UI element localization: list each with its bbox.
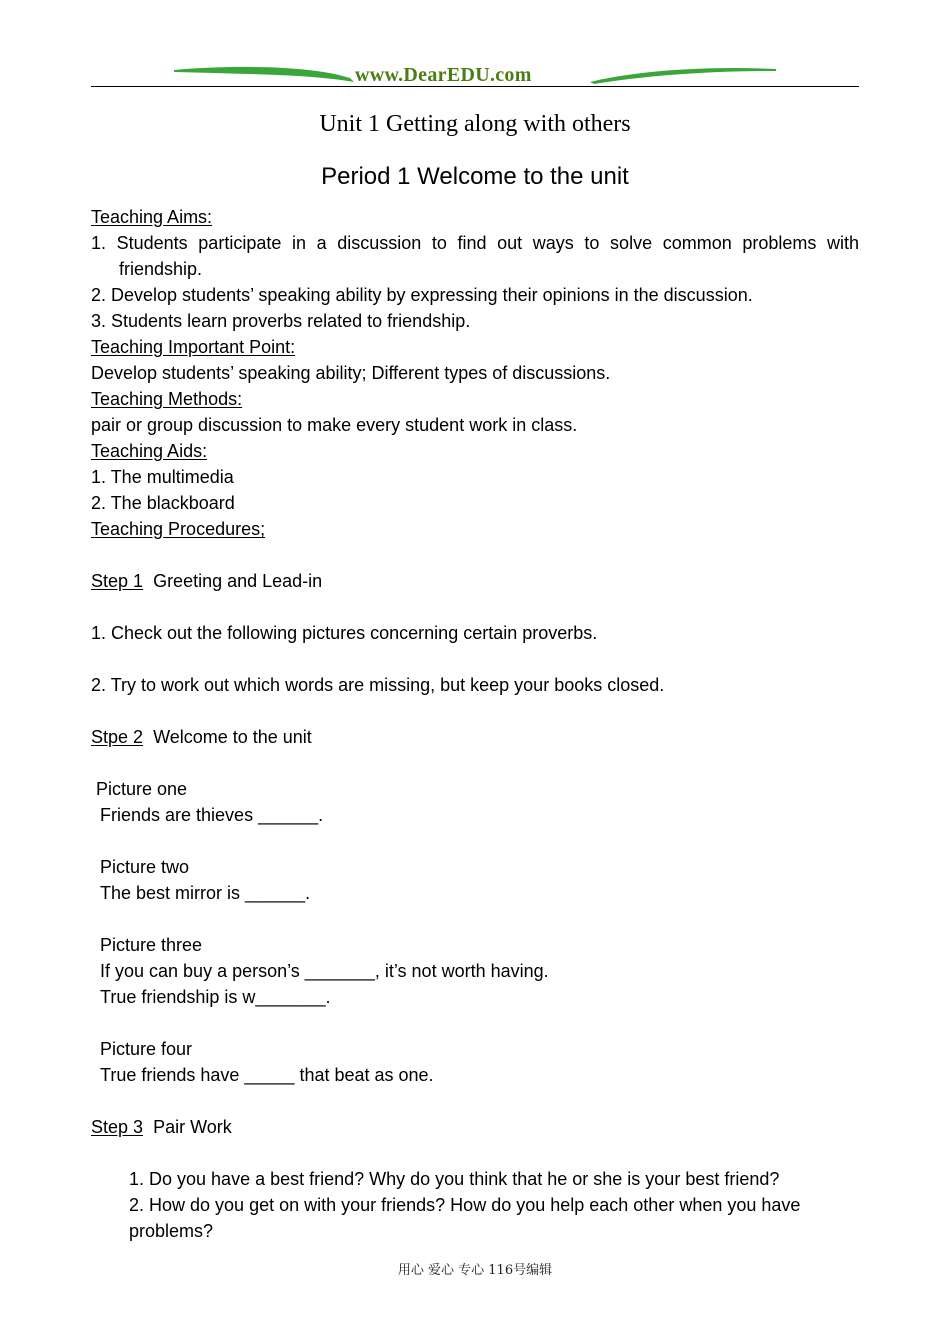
step3-question-1: 1. Do you have a best friend? Why do you think that he or she is your best friend?: [129, 1169, 780, 1189]
picture-four-text: True friends have _____ that beat as one.: [100, 1065, 434, 1085]
picture-three-text-1: If you can buy a person’s _______, it’s not worth having.: [100, 961, 549, 981]
picture-one-title: Picture one: [96, 779, 188, 799]
step1-title: Greeting and Lead-in: [153, 571, 323, 591]
step2-title: Welcome to the unit: [153, 727, 312, 747]
left-swoosh: [174, 67, 354, 82]
picture-four-title: Picture four: [100, 1039, 193, 1059]
step3-question-2-cont: problems?: [129, 1221, 214, 1241]
step1-item-1: 1. Check out the following pictures concerning certain proverbs.: [91, 623, 598, 643]
methods-text: pair or group discussion to make every student work in class.: [91, 415, 578, 435]
aims-item-1-cont: friendship.: [119, 259, 203, 279]
step1-heading: [91, 568, 322, 594]
step1-label: Step 1: [91, 571, 144, 591]
aims-item-2: 2. Develop students’ speaking ability by expressing their opinions in the discussion.: [91, 285, 753, 305]
procedures-heading: Teaching Procedures;: [91, 519, 266, 539]
step1-item-2: 2. Try to work out which words are missing, but keep your books closed.: [91, 675, 665, 695]
important-text: Develop students’ speaking ability; Different types of discussions.: [91, 363, 611, 383]
step3-title: Pair Work: [153, 1117, 232, 1137]
step3-heading: [91, 1114, 232, 1140]
aids-item-1: 1. The multimedia: [91, 467, 234, 487]
methods-heading: Teaching Methods:: [91, 389, 243, 409]
step2-label: Stpe 2: [91, 727, 144, 747]
header-rule: [91, 86, 859, 87]
important-heading: Teaching Important Point:: [91, 337, 296, 357]
page-footer: 用心 爱心 专心 116号编辑: [397, 1263, 553, 1278]
aids-item-2: 2. The blackboard: [91, 493, 235, 513]
aims-item-3: 3. Students learn proverbs related to friendship.: [91, 311, 471, 331]
aids-heading: Teaching Aids:: [91, 441, 208, 461]
unit-title: Unit 1 Getting along with others: [319, 111, 631, 137]
picture-two-text: The best mirror is ______.: [100, 883, 311, 903]
picture-three-text-2: True friendship is w_______.: [100, 987, 331, 1007]
step2-heading: [91, 724, 312, 750]
right-swoosh: [590, 68, 776, 84]
site-url[interactable]: www.DearEDU.com: [355, 64, 532, 86]
step3-label: Step 3: [91, 1117, 144, 1137]
picture-three-title: Picture three: [100, 935, 203, 955]
period-title: Period 1 Welcome to the unit: [321, 163, 629, 190]
picture-two-title: Picture two: [100, 857, 190, 877]
aims-heading: Teaching Aims:: [91, 207, 213, 227]
step3-question-2: 2. How do you get on with your friends? How do you help each other when you have: [129, 1195, 801, 1215]
picture-one-text: Friends are thieves ______.: [100, 805, 324, 825]
aims-item-1: 1. Students participate in a discussion to find out ways to solve common problems with: [91, 233, 859, 253]
